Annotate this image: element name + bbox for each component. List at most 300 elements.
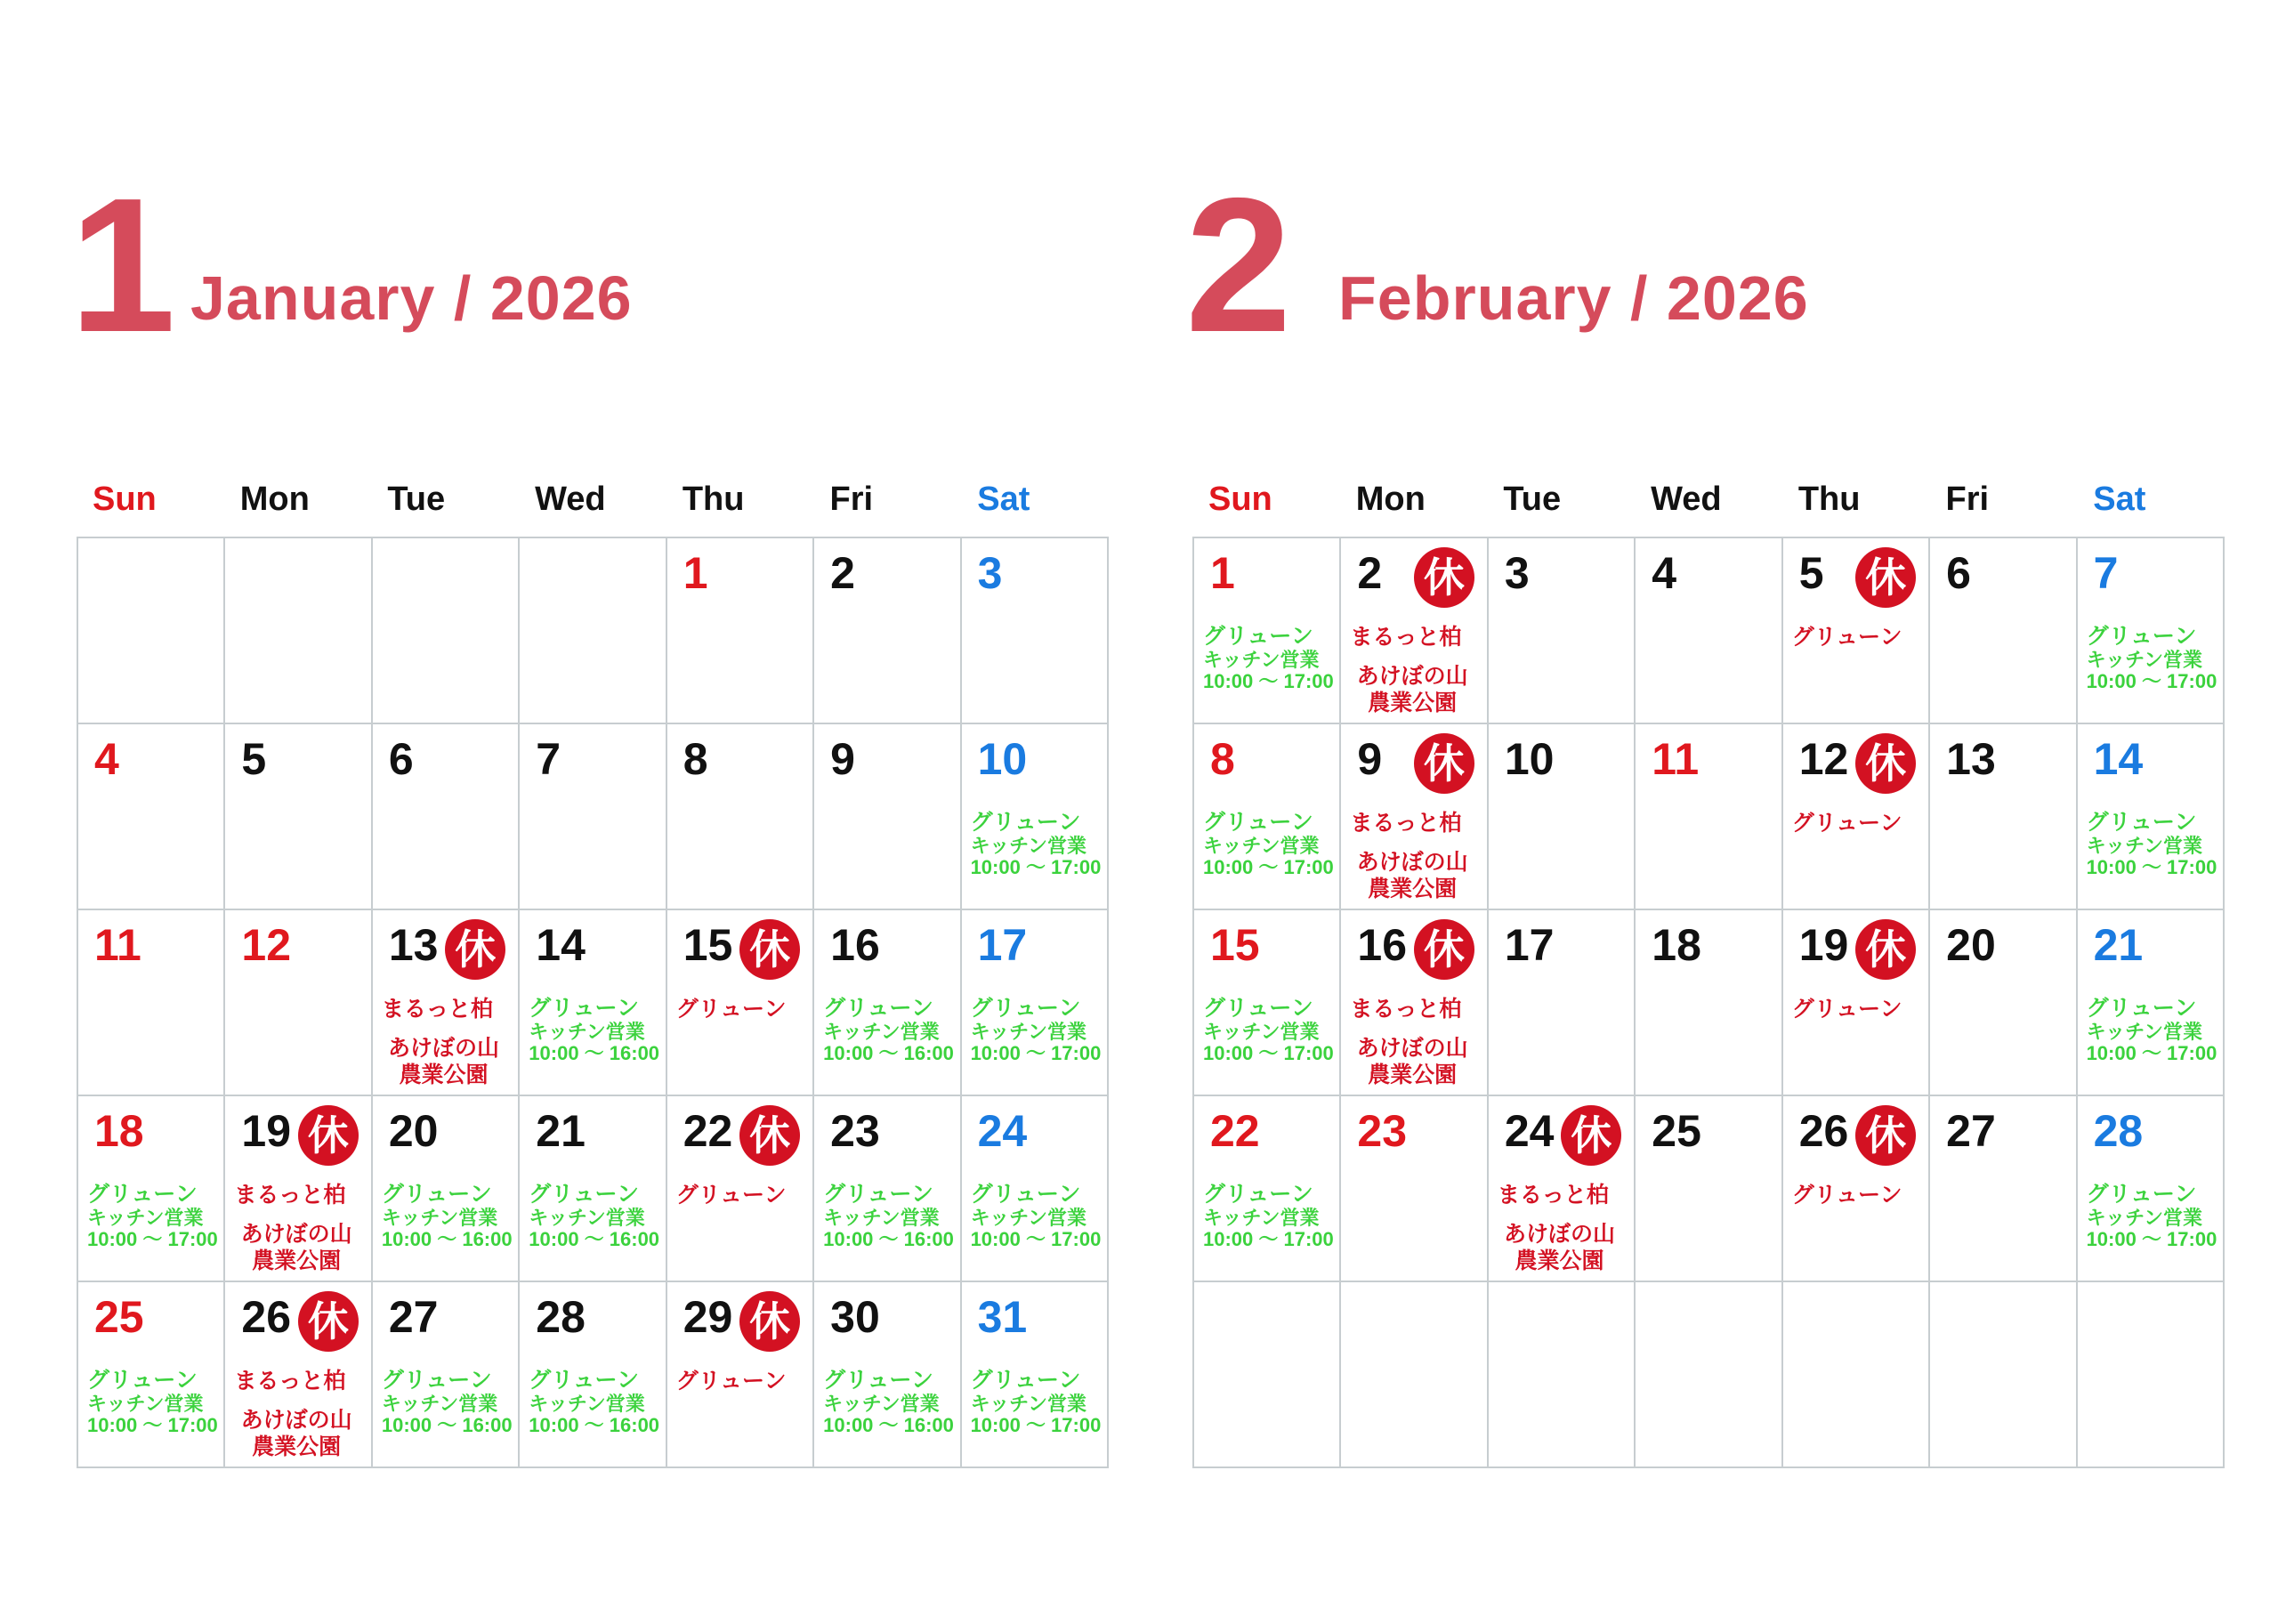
event-notes [1792,624,1925,650]
event-notes [1350,996,1482,1088]
day-cell [1930,1282,2077,1468]
event-notes [2087,624,2219,692]
event-notes [2087,1182,2219,1250]
event-note: グリューン [381,1368,492,1393]
event-notes [1498,1182,1630,1274]
day-number: 22 [683,1106,733,1156]
event-note: キッチン営業 [529,1393,645,1415]
day-number: 24 [977,1106,1028,1156]
day-number: 16 [1357,920,1408,970]
event-note: 10:00 〜 17:00 [1203,1228,1334,1250]
day-number: 17 [977,920,1028,970]
day-number: 1 [683,548,708,598]
event-notes [1350,810,1482,902]
day-cell [814,910,961,1096]
event-note: まるっと柏 [234,1369,346,1394]
weekday-label: Sun [93,481,157,518]
day-number: 18 [94,1106,144,1156]
closed-badge: 休 [1414,733,1474,794]
month-title: January / 2026 [190,263,633,333]
day-number: 4 [1652,548,1677,598]
closed-badge: 休 [1855,547,1916,608]
day-number: 15 [1210,920,1260,970]
day-number: 3 [977,548,1003,598]
event-note: グリューン [1203,810,1313,835]
event-note: あけぼの山 [1356,1036,1468,1061]
note-spacer [1350,836,1482,849]
day-cell [962,724,1109,910]
closed-badge: 休 [1855,919,1916,980]
event-note: グリューン [970,1182,1081,1207]
day-number: 9 [830,734,855,784]
closed-badge: 休 [1414,919,1474,980]
event-note: 10:00 〜 17:00 [2086,670,2217,692]
event-note: 10:00 〜 16:00 [381,1228,513,1250]
day-number: 23 [830,1106,880,1156]
event-notes [529,996,661,1064]
closed-badge: 休 [739,1291,800,1352]
event-note: グリューン [529,1182,640,1207]
day-cell [1783,910,1930,1096]
day-cell [520,910,666,1096]
event-note: グリューン [2086,810,2197,835]
day-cell [667,724,814,910]
day-cell [1783,538,1930,724]
event-note: あけぼの山 [1504,1222,1616,1247]
event-note: グリューン [2086,1182,2197,1207]
day-cell [1930,910,2077,1096]
event-notes [1203,624,1336,692]
event-note: キッチン営業 [823,1207,940,1229]
day-cell [1489,1282,1636,1468]
day-number: 30 [830,1292,880,1342]
day-number: 31 [977,1292,1028,1342]
weekday-label: Fri [1945,481,1990,518]
day-number: 20 [388,1106,439,1156]
event-note: 10:00 〜 17:00 [2086,1042,2217,1064]
event-note: グリューン [1791,811,1902,836]
day-number: 23 [1357,1106,1408,1156]
day-number: 17 [1504,920,1555,970]
event-notes [823,1368,956,1436]
day-number: 14 [536,920,586,970]
event-note: あけぼの山 [1356,850,1468,875]
day-cell [1636,1096,1782,1282]
event-note: キッチン営業 [381,1207,498,1229]
day-number: 11 [94,920,141,970]
day-number: 12 [1798,734,1849,784]
day-number: 5 [1798,548,1824,598]
closed-badge: 休 [739,1105,800,1166]
event-note: グリューン [1791,997,1902,1022]
event-notes [1203,810,1336,878]
closed-badge: 休 [1855,733,1916,794]
weekday-label: Sun [1208,481,1272,518]
day-number: 20 [1946,920,1996,970]
event-notes [971,1182,1103,1250]
event-note: グリューン [970,1368,1081,1393]
closed-badge: 休 [298,1291,359,1352]
note-spacer [234,1394,367,1407]
day-cell [1636,724,1782,910]
day-cell [225,724,372,910]
event-note: 10:00 〜 17:00 [1203,856,1334,878]
day-cell [1489,538,1636,724]
month-number: 1 [69,158,171,372]
month-february [1185,0,2225,1624]
day-cell [962,910,1109,1096]
day-cell [520,1282,666,1468]
event-note: キッチン営業 [823,1021,940,1043]
event-note: グリューン [1203,624,1313,649]
event-note: グリューン [675,997,787,1022]
event-notes [823,996,956,1064]
event-note: キッチン営業 [381,1393,498,1415]
event-note: 10:00 〜 16:00 [823,1414,954,1436]
event-note: キッチン営業 [970,1393,1087,1415]
day-number: 3 [1504,548,1530,598]
event-note: キッチン営業 [529,1021,645,1043]
event-note: まるっと柏 [1350,811,1462,836]
event-note: 10:00 〜 17:00 [1203,1042,1334,1064]
weekday-label: Tue [1503,481,1562,518]
day-cell [962,1096,1109,1282]
day-cell [373,538,520,724]
day-cell [1783,1096,1930,1282]
day-number: 24 [1504,1106,1555,1156]
event-note: 10:00 〜 17:00 [970,1228,1102,1250]
day-cell [1930,724,2077,910]
day-number: 2 [1357,548,1383,598]
event-notes [234,1182,367,1274]
event-note: 10:00 〜 17:00 [87,1414,218,1436]
day-cell [373,910,520,1096]
day-number: 21 [2093,920,2144,970]
weekday-label: Fri [829,481,874,518]
event-notes [382,1368,514,1436]
day-cell [962,1282,1109,1468]
day-number: 2 [830,548,855,598]
event-notes [676,1368,809,1394]
event-notes [2087,810,2219,878]
day-cell [1636,1282,1782,1468]
day-number: 6 [388,734,414,784]
day-cell [520,724,666,910]
event-note: グリューン [823,1368,933,1393]
day-cell [225,538,372,724]
event-note: グリューン [970,810,1081,835]
day-number: 19 [241,1106,292,1156]
event-note: 10:00 〜 16:00 [823,1042,954,1064]
day-cell [2078,538,2225,724]
event-notes [529,1368,661,1436]
event-note: グリューン [1203,1182,1313,1207]
event-note: 農業公園 [1368,877,1458,901]
calendar-grid [1192,537,2225,1468]
day-cell [814,724,961,910]
day-number: 26 [1798,1106,1849,1156]
event-note: キッチン営業 [970,1207,1087,1229]
event-note: 10:00 〜 17:00 [970,1414,1102,1436]
event-notes [382,996,514,1088]
month-january [69,0,1109,1624]
event-note: 農業公園 [1368,1062,1458,1087]
day-cell [1341,1096,1488,1282]
day-number: 28 [536,1292,586,1342]
event-notes [87,1182,220,1250]
day-number: 10 [977,734,1028,784]
day-cell [667,538,814,724]
weekday-header [1192,481,2225,525]
event-note: 10:00 〜 17:00 [2086,1228,2217,1250]
event-note: キッチン営業 [970,1021,1087,1043]
day-cell [814,1096,961,1282]
day-number: 12 [241,920,292,970]
day-number: 28 [2093,1106,2144,1156]
day-cell [78,910,225,1096]
event-note: キッチン営業 [87,1207,204,1229]
event-note: グリューン [1791,625,1902,650]
day-cell [1930,1096,2077,1282]
event-note: グリューン [87,1182,198,1207]
day-cell [667,1282,814,1468]
day-number: 6 [1946,548,1971,598]
day-cell [1636,910,1782,1096]
event-note: グリューン [970,996,1081,1021]
weekday-label: Tue [387,481,446,518]
event-note: まるっと柏 [1350,625,1462,650]
day-cell [78,1096,225,1282]
event-note: キッチン営業 [823,1393,940,1415]
day-cell [520,1096,666,1282]
weekday-label: Mon [1355,481,1426,518]
day-cell [1341,1282,1488,1468]
day-cell [78,538,225,724]
event-note: キッチン営業 [2086,835,2203,857]
event-note: グリューン [2086,996,2197,1021]
event-notes [1203,996,1336,1064]
event-note: まるっと柏 [381,997,493,1022]
day-number: 9 [1357,734,1383,784]
event-note: 農業公園 [1368,691,1458,715]
closed-badge: 休 [445,919,505,980]
day-cell [78,1282,225,1468]
event-notes [971,1368,1103,1436]
weekday-header [77,481,1109,525]
day-cell [225,910,372,1096]
event-note: 10:00 〜 17:00 [1203,670,1334,692]
event-notes [234,1368,367,1460]
day-number: 14 [2093,734,2144,784]
event-note: キッチン営業 [1203,649,1320,671]
note-spacer [1498,1208,1630,1221]
day-cell [1194,1282,1341,1468]
day-number: 27 [388,1292,439,1342]
day-cell [1636,538,1782,724]
day-cell [1194,724,1341,910]
event-note: 10:00 〜 16:00 [529,1414,660,1436]
event-note: グリューン [823,996,933,1021]
day-number: 5 [241,734,267,784]
event-note: キッチン営業 [2086,649,2203,671]
day-cell [962,538,1109,724]
event-note: まるっと柏 [1497,1183,1609,1208]
day-cell [667,910,814,1096]
day-number: 25 [94,1292,144,1342]
day-number: 7 [536,734,561,784]
day-cell [1489,1096,1636,1282]
event-note: 農業公園 [252,1248,342,1273]
day-number: 1 [1210,548,1235,598]
day-cell [2078,1096,2225,1282]
day-number: 10 [1504,734,1555,784]
event-notes [676,1182,809,1208]
event-notes [2087,996,2219,1064]
day-number: 29 [683,1292,733,1342]
day-cell [1194,910,1341,1096]
event-note: グリューン [675,1183,787,1208]
event-note: 10:00 〜 16:00 [529,1228,660,1250]
month-title: February / 2026 [1338,263,1809,333]
closed-badge: 休 [1561,1105,1621,1166]
event-note: グリューン [529,1368,640,1393]
event-note: キッチン営業 [1203,1021,1320,1043]
event-note: グリューン [381,1182,492,1207]
day-cell [814,1282,961,1468]
day-cell [78,724,225,910]
event-note: まるっと柏 [1350,997,1462,1022]
event-note: 農業公園 [1515,1248,1604,1273]
event-note: キッチン営業 [2086,1021,2203,1043]
event-notes [971,996,1103,1064]
month-number: 2 [1185,158,1287,372]
event-note: グリューン [1791,1183,1902,1208]
day-cell [1930,538,2077,724]
closed-badge: 休 [1414,547,1474,608]
day-number: 22 [1210,1106,1260,1156]
day-number: 4 [94,734,119,784]
event-notes [1203,1182,1336,1250]
note-spacer [1350,650,1482,663]
event-note: あけぼの山 [388,1036,500,1061]
day-number: 26 [241,1292,292,1342]
day-cell [1341,910,1488,1096]
closed-badge: 休 [739,919,800,980]
event-note: グリューン [823,1182,933,1207]
event-note: グリューン [87,1368,198,1393]
day-cell [2078,724,2225,910]
event-notes [676,996,809,1022]
event-note: グリューン [675,1369,787,1394]
day-cell [225,1282,372,1468]
day-number: 8 [1210,734,1235,784]
event-notes [1792,810,1925,836]
note-spacer [1350,1022,1482,1035]
day-cell [373,724,520,910]
event-note: 10:00 〜 17:00 [970,856,1102,878]
event-note: あけぼの山 [240,1408,352,1433]
day-number: 13 [1946,734,1996,784]
event-note: 農業公園 [252,1434,342,1459]
day-number: 27 [1946,1106,1996,1156]
note-spacer [382,1022,514,1035]
event-note: 10:00 〜 16:00 [529,1042,660,1064]
day-cell [1341,724,1488,910]
weekday-label: Sat [977,481,1030,518]
day-number: 19 [1798,920,1849,970]
event-note: キッチン営業 [2086,1207,2203,1229]
event-note: 10:00 〜 17:00 [2086,856,2217,878]
day-number: 7 [2093,548,2119,598]
event-note: キッチン営業 [1203,1207,1320,1229]
closed-badge: 休 [298,1105,359,1166]
event-note: グリューン [1203,996,1313,1021]
day-number: 11 [1652,734,1700,784]
day-cell [814,538,961,724]
event-notes [823,1182,956,1250]
event-note: あけぼの山 [1356,664,1468,689]
event-notes [382,1182,514,1250]
day-cell [2078,1282,2225,1468]
day-cell [667,1096,814,1282]
event-note: グリューン [529,996,640,1021]
day-cell [373,1282,520,1468]
event-note: 10:00 〜 17:00 [970,1042,1102,1064]
event-note: あけぼの山 [240,1222,352,1247]
event-notes [971,810,1103,878]
event-note: 農業公園 [399,1062,489,1087]
event-notes [1792,1182,1925,1208]
weekday-label: Mon [239,481,310,518]
day-number: 15 [683,920,733,970]
weekday-label: Wed [1651,481,1722,518]
day-cell [225,1096,372,1282]
weekday-label: Thu [682,481,745,518]
note-spacer [234,1208,367,1221]
event-note: キッチン営業 [87,1393,204,1415]
event-notes [87,1368,220,1436]
day-number: 8 [683,734,708,784]
day-number: 18 [1652,920,1701,970]
day-cell [520,538,666,724]
day-cell [2078,910,2225,1096]
day-cell [1489,724,1636,910]
event-note: キッチン営業 [1203,835,1320,857]
event-note: キッチン営業 [970,835,1087,857]
event-note: 10:00 〜 16:00 [381,1414,513,1436]
event-note: キッチン営業 [529,1207,645,1229]
weekday-label: Sat [2093,481,2146,518]
calendar-grid [77,537,1109,1468]
event-note: まるっと柏 [234,1183,346,1208]
day-cell [1194,538,1341,724]
event-note: 10:00 〜 16:00 [823,1228,954,1250]
day-cell [1489,910,1636,1096]
day-cell [1783,724,1930,910]
day-cell [1783,1282,1930,1468]
event-note: グリューン [2086,624,2197,649]
weekday-label: Wed [535,481,606,518]
weekday-label: Thu [1797,481,1861,518]
closed-badge: 休 [1855,1105,1916,1166]
day-number: 25 [1652,1106,1701,1156]
day-number: 13 [388,920,439,970]
day-cell [1194,1096,1341,1282]
day-number: 16 [830,920,880,970]
event-note: 10:00 〜 17:00 [87,1228,218,1250]
day-cell [373,1096,520,1282]
day-number: 21 [536,1106,586,1156]
